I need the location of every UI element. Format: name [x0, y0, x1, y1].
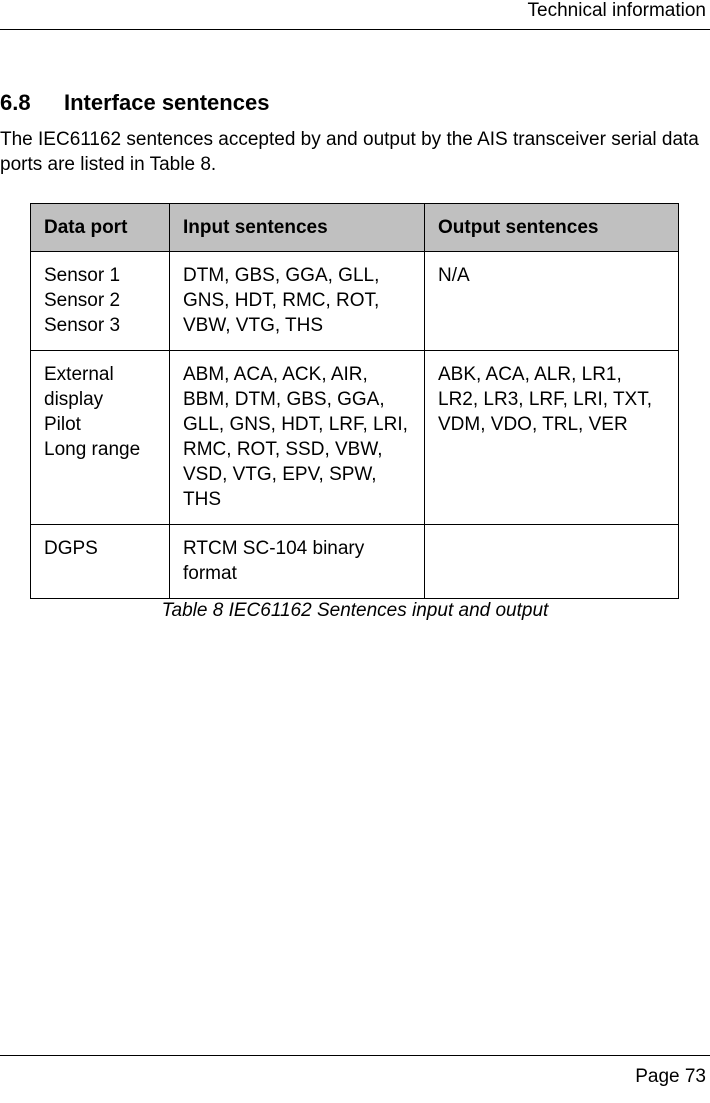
page-number: Page 73 — [635, 1066, 706, 1087]
running-header: Technical information — [527, 0, 706, 21]
table-caption: Table 8 IEC61162 Sentences input and output — [161, 600, 549, 621]
table-cell: RTCM SC-104 binary format — [170, 525, 425, 599]
col-header-data-port: Data port — [31, 204, 170, 252]
table-cell: DTM, GBS, GGA, GLL, GNS, HDT, RMC, ROT, VBW, VTG, THS — [170, 252, 425, 351]
header-rule — [0, 29, 710, 30]
table-row — [31, 351, 679, 525]
section-number: 6.8 — [0, 90, 31, 115]
section-heading — [0, 90, 269, 116]
table-cell: Sensor 1 Sensor 2 Sensor 3 — [31, 252, 170, 351]
col-header-input: Input sentences — [170, 204, 425, 252]
section-title: Interface sentences — [64, 90, 270, 115]
table-row — [31, 525, 679, 599]
table-cell: N/A — [425, 252, 679, 351]
table-cell: ABM, ACA, ACK, AIR, BBM, DTM, GBS, GGA, GLL, GNS, HDT, LRF, LRI, RMC, ROT, SSD, VBW, VSD, VTG, EPV, SPW, THS — [170, 351, 425, 525]
sentences-table — [30, 203, 679, 599]
table-cell — [425, 525, 679, 599]
footer-rule — [0, 1055, 710, 1056]
table-row — [31, 252, 679, 351]
intro-paragraph: The IEC61162 sentences accepted by and output by the AIS transceiver serial data ports are listed in Table 8. — [0, 129, 699, 175]
table-cell: ABK, ACA, ALR, LR1, LR2, LR3, LRF, LRI, TXT, VDM, VDO, TRL, VER — [425, 351, 679, 525]
table-cell: External display Pilot Long range — [31, 351, 170, 525]
table-cell: DGPS — [31, 525, 170, 599]
col-header-output: Output sentences — [425, 204, 679, 252]
